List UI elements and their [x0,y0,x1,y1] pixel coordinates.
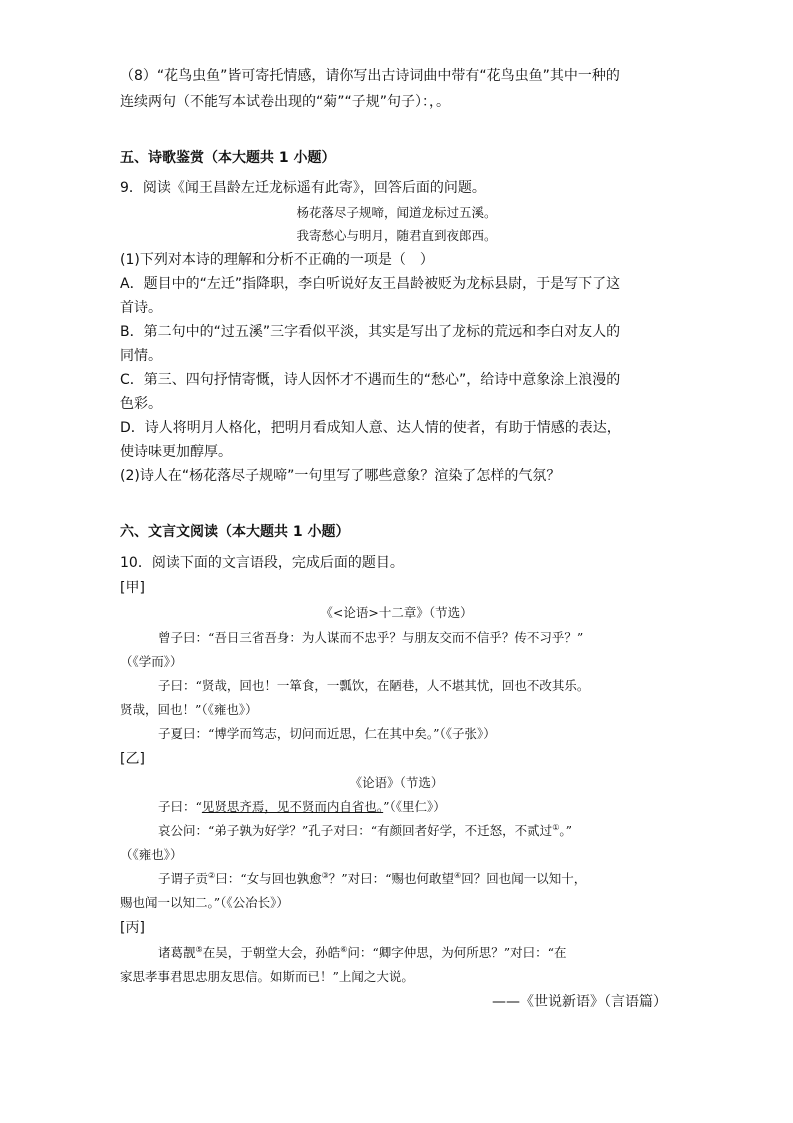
q9-intro: 9．阅读《闻王昌龄左迁龙标遥有此寄》，回答后面的问题。 [120,180,486,196]
jia-para1-line1: 曾子曰：“吾日三省吾身：为人谋而不忠乎？与朋友交而不信乎？传不习乎？” [158,630,584,645]
yi-para3-line2: 赐也闻一以知二。”（《公冶长》） [120,895,289,910]
footnote-mark-5: ⑤ [195,944,203,954]
yi-para3-part-d: 回？回也闻一以知十， [461,871,587,886]
yi-para3-part-c: ？”对曰：“赐也何敢望 [328,871,455,886]
yi-para3-part-b: 曰：“女与回也孰愈 [215,871,322,886]
yi-para1-underlined: 见贤思齐焉，见不贤而内自省也。 [201,799,384,814]
yi-para2-line1 [158,821,572,841]
q9-option-c-line2: 色彩。 [120,396,162,412]
bing-source: ——《世说新语》（言语篇） [492,994,667,1010]
section6-heading: 六、文言文阅读（本大题共 1 小题） [120,524,350,540]
jia-title: 《<论语>十二章》（节选） [320,605,473,620]
jia-para1-line2: （《学而》） [120,654,183,669]
bing-part-c: 问：“卿字仲思，为何所思？”对曰：“在 [347,945,567,960]
yi-title: 《论语》（节选） [349,775,444,790]
footnote-mark-4: ④ [454,870,462,880]
yi-para1-prefix: 子曰：“ [158,799,202,814]
q9-sub1: (1)下列对本诗的理解和分析不正确的一项是（ ） [120,252,434,268]
poem-line1: 杨花落尽子规啼，闻道龙标过五溪。 [296,205,497,220]
footnote-mark-2: ② [208,870,216,880]
jia-label: [甲] [120,580,145,596]
bing-part-b: 在吴，于朝堂大会，孙皓 [202,945,341,960]
q9-option-a-line1: A．题目中的“左迁”指降职，李白听说好友王昌龄被贬为龙标县尉，于是写下了这 [120,276,621,292]
yi-para3-line1 [158,869,586,889]
yi-para3-part-a: 子谓子贡 [158,871,209,886]
yi-para1-suffix: ”（《里仁》） [383,799,446,814]
q9-option-a-line2: 首诗。 [120,300,162,316]
jia-para2-line1: 子曰：“贤哉，回也！一箪食，一瓢饮，在陋巷，人不堪其忧，回也不改其乐。 [158,678,590,693]
q8-text-line2: 连续两句（不能写本试卷出现的“菊”“子规”句子）：，。 [120,94,451,110]
yi-para2-end: 。” [559,823,572,838]
bing-label: [丙] [120,920,145,936]
q9-option-b-line1: B．第二句中的“过五溪”三字看似平淡，其实是写出了龙标的荒远和李白对友人的 [120,324,621,340]
jia-para3: 子夏曰：“博学而笃志，切问而近思，仁在其中矣。”（《子张》） [158,726,496,741]
q10-intro: 10．阅读下面的文言语段，完成后面的题目。 [120,555,404,571]
section5-heading: 五、诗歌鉴赏（本大题共 1 小题） [120,150,336,166]
yi-label: [乙] [120,751,145,767]
footnote-mark-6: ⑥ [340,944,348,954]
q9-option-b-line2: 同情。 [120,348,162,364]
yi-para1 [158,797,446,817]
q9-option-c-line1: C．第三、四句抒情寄慨，诗人因怀才不遇而生的“愁心”，给诗中意象涂上浪漫的 [120,372,621,388]
yi-para2-line2: （《雍也》） [120,847,183,862]
bing-para-line1 [158,943,567,963]
jia-para2-line2: 贤哉，回也！”（《雍也》） [120,702,258,717]
bing-para-line2: 家思孝事君思忠朋友思信。如斯而已！”上闻之大说。 [120,969,414,984]
q9-option-d-line2: 使诗味更加醇厚。 [120,444,232,460]
footnote-mark-1: ① [552,822,560,832]
q9-sub2: (2)诗人在“杨花落尽子规啼”一句里写了哪些意象？渲染了怎样的气氛？ [120,468,561,484]
bing-part-a: 诸葛靓 [158,945,196,960]
yi-para2-text: 哀公问：“弟子孰为好学？”孔子对曰：“有颜回者好学，不迁怒，不贰过 [158,823,553,838]
q9-option-d-line1: D．诗人将明月人格化，把明月看成知人意、达人情的使者，有助于情感的表达， [120,420,621,436]
q8-text-line1: （8）“花鸟虫鱼”皆可寄托情感，请你写出古诗词曲中带有“花鸟虫鱼”其中一种的 [120,68,620,84]
footnote-mark-3: ③ [321,870,329,880]
poem-line2: 我寄愁心与明月，随君直到夜郎西。 [296,228,497,243]
